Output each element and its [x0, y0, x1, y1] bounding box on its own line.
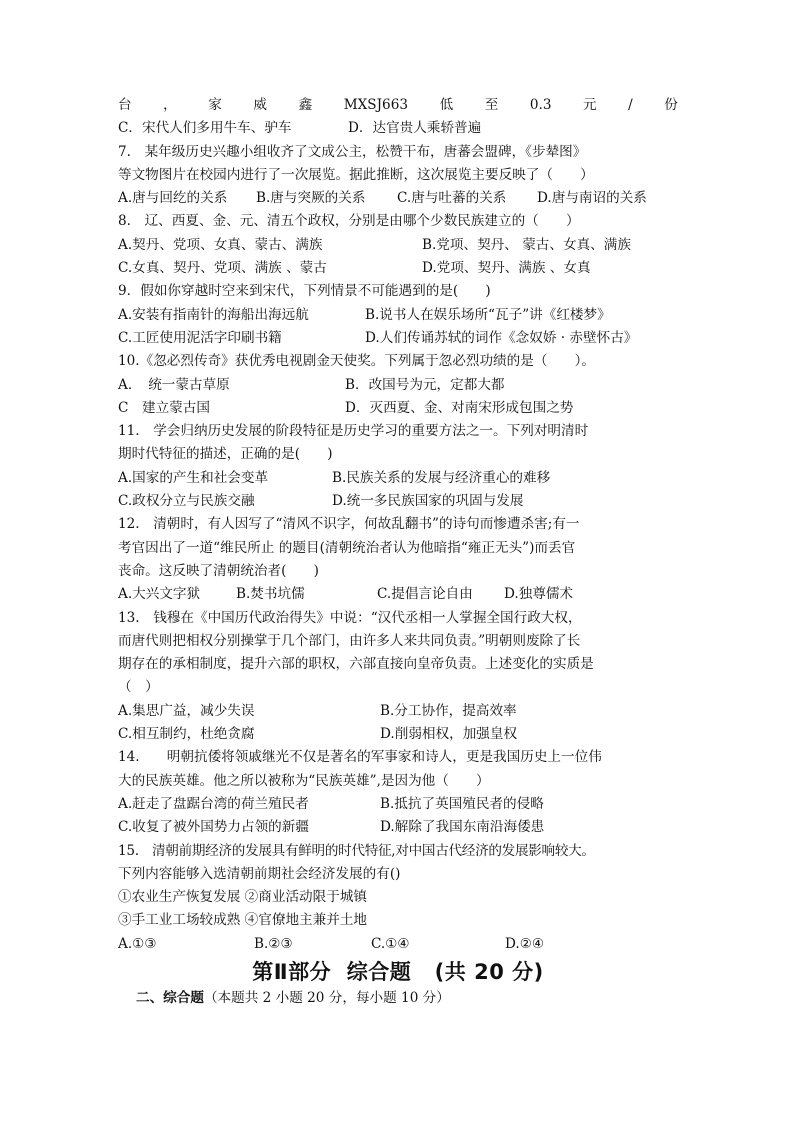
- q9-stem: 9．假如你穿越时空来到宋代，下列情景不可能遇到的是( ): [118, 283, 491, 300]
- option: A.集思广益，减少失误: [118, 702, 255, 719]
- exam-page: [118, 94, 678, 1010]
- q14-options: [118, 816, 678, 839]
- q8-options: [118, 257, 678, 280]
- option: B．改国号为元，定都大都: [345, 376, 505, 393]
- q11-options: [118, 467, 678, 490]
- q7-options: [118, 187, 678, 210]
- option: D.唐与南诏的关系: [537, 190, 647, 207]
- option: D.人们传诵苏轼的词作《念奴娇 · 赤壁怀古》: [365, 329, 638, 346]
- q13-stem: 而唐代则把相权分别操掌于几个部门，由许多人来共同负责。”明朝则废除了长: [118, 632, 581, 649]
- option: D.党项、契丹、满族 、女真: [422, 260, 591, 277]
- option: B.抵抗了英国殖民者的侵略: [380, 795, 544, 812]
- option: D.削弱相权，加强皇权: [380, 726, 518, 743]
- option: A． 统一蒙古草原: [118, 376, 230, 393]
- option: C.相互制约，杜绝贪腐: [118, 726, 255, 743]
- q14-stem: 14. 明朝抗倭将领戚继光不仅是著名的军事家和诗人，更是我国历史上一位伟: [118, 749, 602, 766]
- q10-stem: 10.《忽必烈传奇》获优秀电视剧金天使奖。下列属于忽必烈功绩的是（ ）。: [118, 353, 596, 370]
- section-title: 第Ⅱ部分 综合题 (共 20 分): [252, 959, 544, 984]
- option: A.唐与回纥的关系: [118, 190, 228, 207]
- option: A.大兴文字狱: [118, 586, 201, 603]
- option: C.提倡言论自由: [377, 586, 473, 603]
- option: C.女真、契丹、党项、满族 、蒙古: [118, 260, 327, 277]
- option: B.说书人在娱乐场所“瓦子”讲《红楼梦》: [365, 306, 611, 323]
- q12-stem: 12. 清朝时，有人因写了“清风不识字，何故乱翻书”的诗句而惨遭杀害;有一: [118, 516, 580, 533]
- subtitle-label: 二、综合题: [136, 989, 204, 1006]
- option: B.焚书坑儒: [236, 586, 305, 603]
- q12-options: [118, 583, 678, 606]
- q12-stem: 考官因出了一道“维民所止 的题目(清朝统治者认为他暗指“雍正无头”)而丢官: [118, 539, 576, 556]
- q13-stem: 期存在的承相制度，提升六部的职权，六部直接向皇帝负责。上述变化的实质是: [118, 656, 594, 673]
- q12-stem: 丧命。这反映了清朝统治者( ): [118, 562, 319, 579]
- option: B.党项、契丹、 蒙古、女真、满族: [422, 236, 631, 253]
- option: A.赶走了盘踞台湾的荷兰殖民者: [118, 795, 309, 812]
- option: C.唐与吐蕃的关系: [397, 190, 507, 207]
- option: C.收复了被外国势力占领的新疆: [118, 819, 309, 836]
- option: C 建立蒙古国: [118, 399, 210, 416]
- option: B.②③: [254, 935, 293, 952]
- q13-options: [118, 700, 678, 723]
- q7-stem: 7. 某年级历史兴趣小组收齐了文成公主，松赞干布，唐蕃会盟碑，《步辇图》: [118, 143, 587, 160]
- q11-stem: 期时代特征的描述，正确的是( ): [118, 446, 333, 463]
- q14-stem: 大的民族英雄。他之所以被称为“民族英雄”,是因为他（ ）: [118, 772, 490, 789]
- q15-item: ③手工业工场较成熟 ④官僚地主兼并土地: [118, 912, 368, 929]
- subtitle-description: （本题共 2 小题 20 分，每小题 10 分）: [203, 989, 450, 1006]
- option: A.国家的产生和社会变革: [118, 469, 269, 486]
- option: C.工匠使用泥活字印刷书籍: [118, 329, 282, 346]
- option: D.独尊儒术: [504, 586, 574, 603]
- q15-item: ①农业生产恢复发展 ②商业活动限于城镇: [118, 889, 368, 906]
- option: D.统一多民族国家的巩固与发展: [332, 493, 524, 510]
- q7-stem: 等文物图片在校园内进行了一次展览。据此推断，这次展览主要反映了（ ）: [118, 166, 594, 183]
- option: A.契丹、党项、女真、蒙古、满族: [118, 236, 323, 253]
- q13-stem: （ ）: [118, 679, 159, 696]
- q6-options: C．宋代人们多用牛车、驴车 D．达官贵人乘轿普遍: [118, 120, 482, 137]
- option: D.解除了我国东南沿海倭患: [380, 819, 545, 836]
- option: C.①④: [371, 935, 410, 952]
- option: A.安装有指南针的海船出海远航: [118, 306, 309, 323]
- q15-options: [118, 933, 678, 956]
- q8-stem: 8. 辽、西夏、金、元、清五个政权，分别是由哪个少数民族建立的（ ）: [118, 213, 580, 230]
- q9-options: [118, 304, 678, 327]
- q15-stem: 15. 清朝前期经济的发展具有鲜明的时代特征,对中国古代经济的发展影响较大。: [118, 842, 595, 859]
- q13-stem: 13. 钱穆在《中国历代政治得失》中说：“汉代丞相一人掌握全国行政大权，: [118, 609, 582, 626]
- option: A.①③: [118, 935, 157, 952]
- q14-options: [118, 793, 678, 816]
- option: B.分工协作，提高效率: [380, 702, 517, 719]
- q11-stem: 11. 学会归纳历史发展的阶段特征是历史学习的重要方法之一。下列对明清时: [118, 423, 589, 440]
- option: D.②④: [505, 935, 545, 952]
- option: B.唐与突厥的关系: [256, 190, 366, 207]
- q15-stem: 下列内容能够入选清朝前期社会经济发展的有(): [118, 865, 401, 882]
- q10-options: [118, 397, 678, 420]
- top-line: 台 ， 家 威 鑫 MXSJ663 低 至 0.3 元 / 份: [118, 97, 678, 113]
- option: C.政权分立与民族交融: [118, 493, 255, 510]
- q13-options: [118, 723, 678, 746]
- q9-options: [118, 327, 678, 350]
- option: B.民族关系的发展与经济重心的难移: [332, 469, 551, 486]
- option: D．灭西夏、金、对南宋形成包围之势: [345, 399, 574, 416]
- section-subtitle: [118, 986, 678, 1010]
- q8-options: [118, 234, 678, 257]
- q10-options: [118, 374, 678, 397]
- q11-options: [118, 490, 678, 513]
